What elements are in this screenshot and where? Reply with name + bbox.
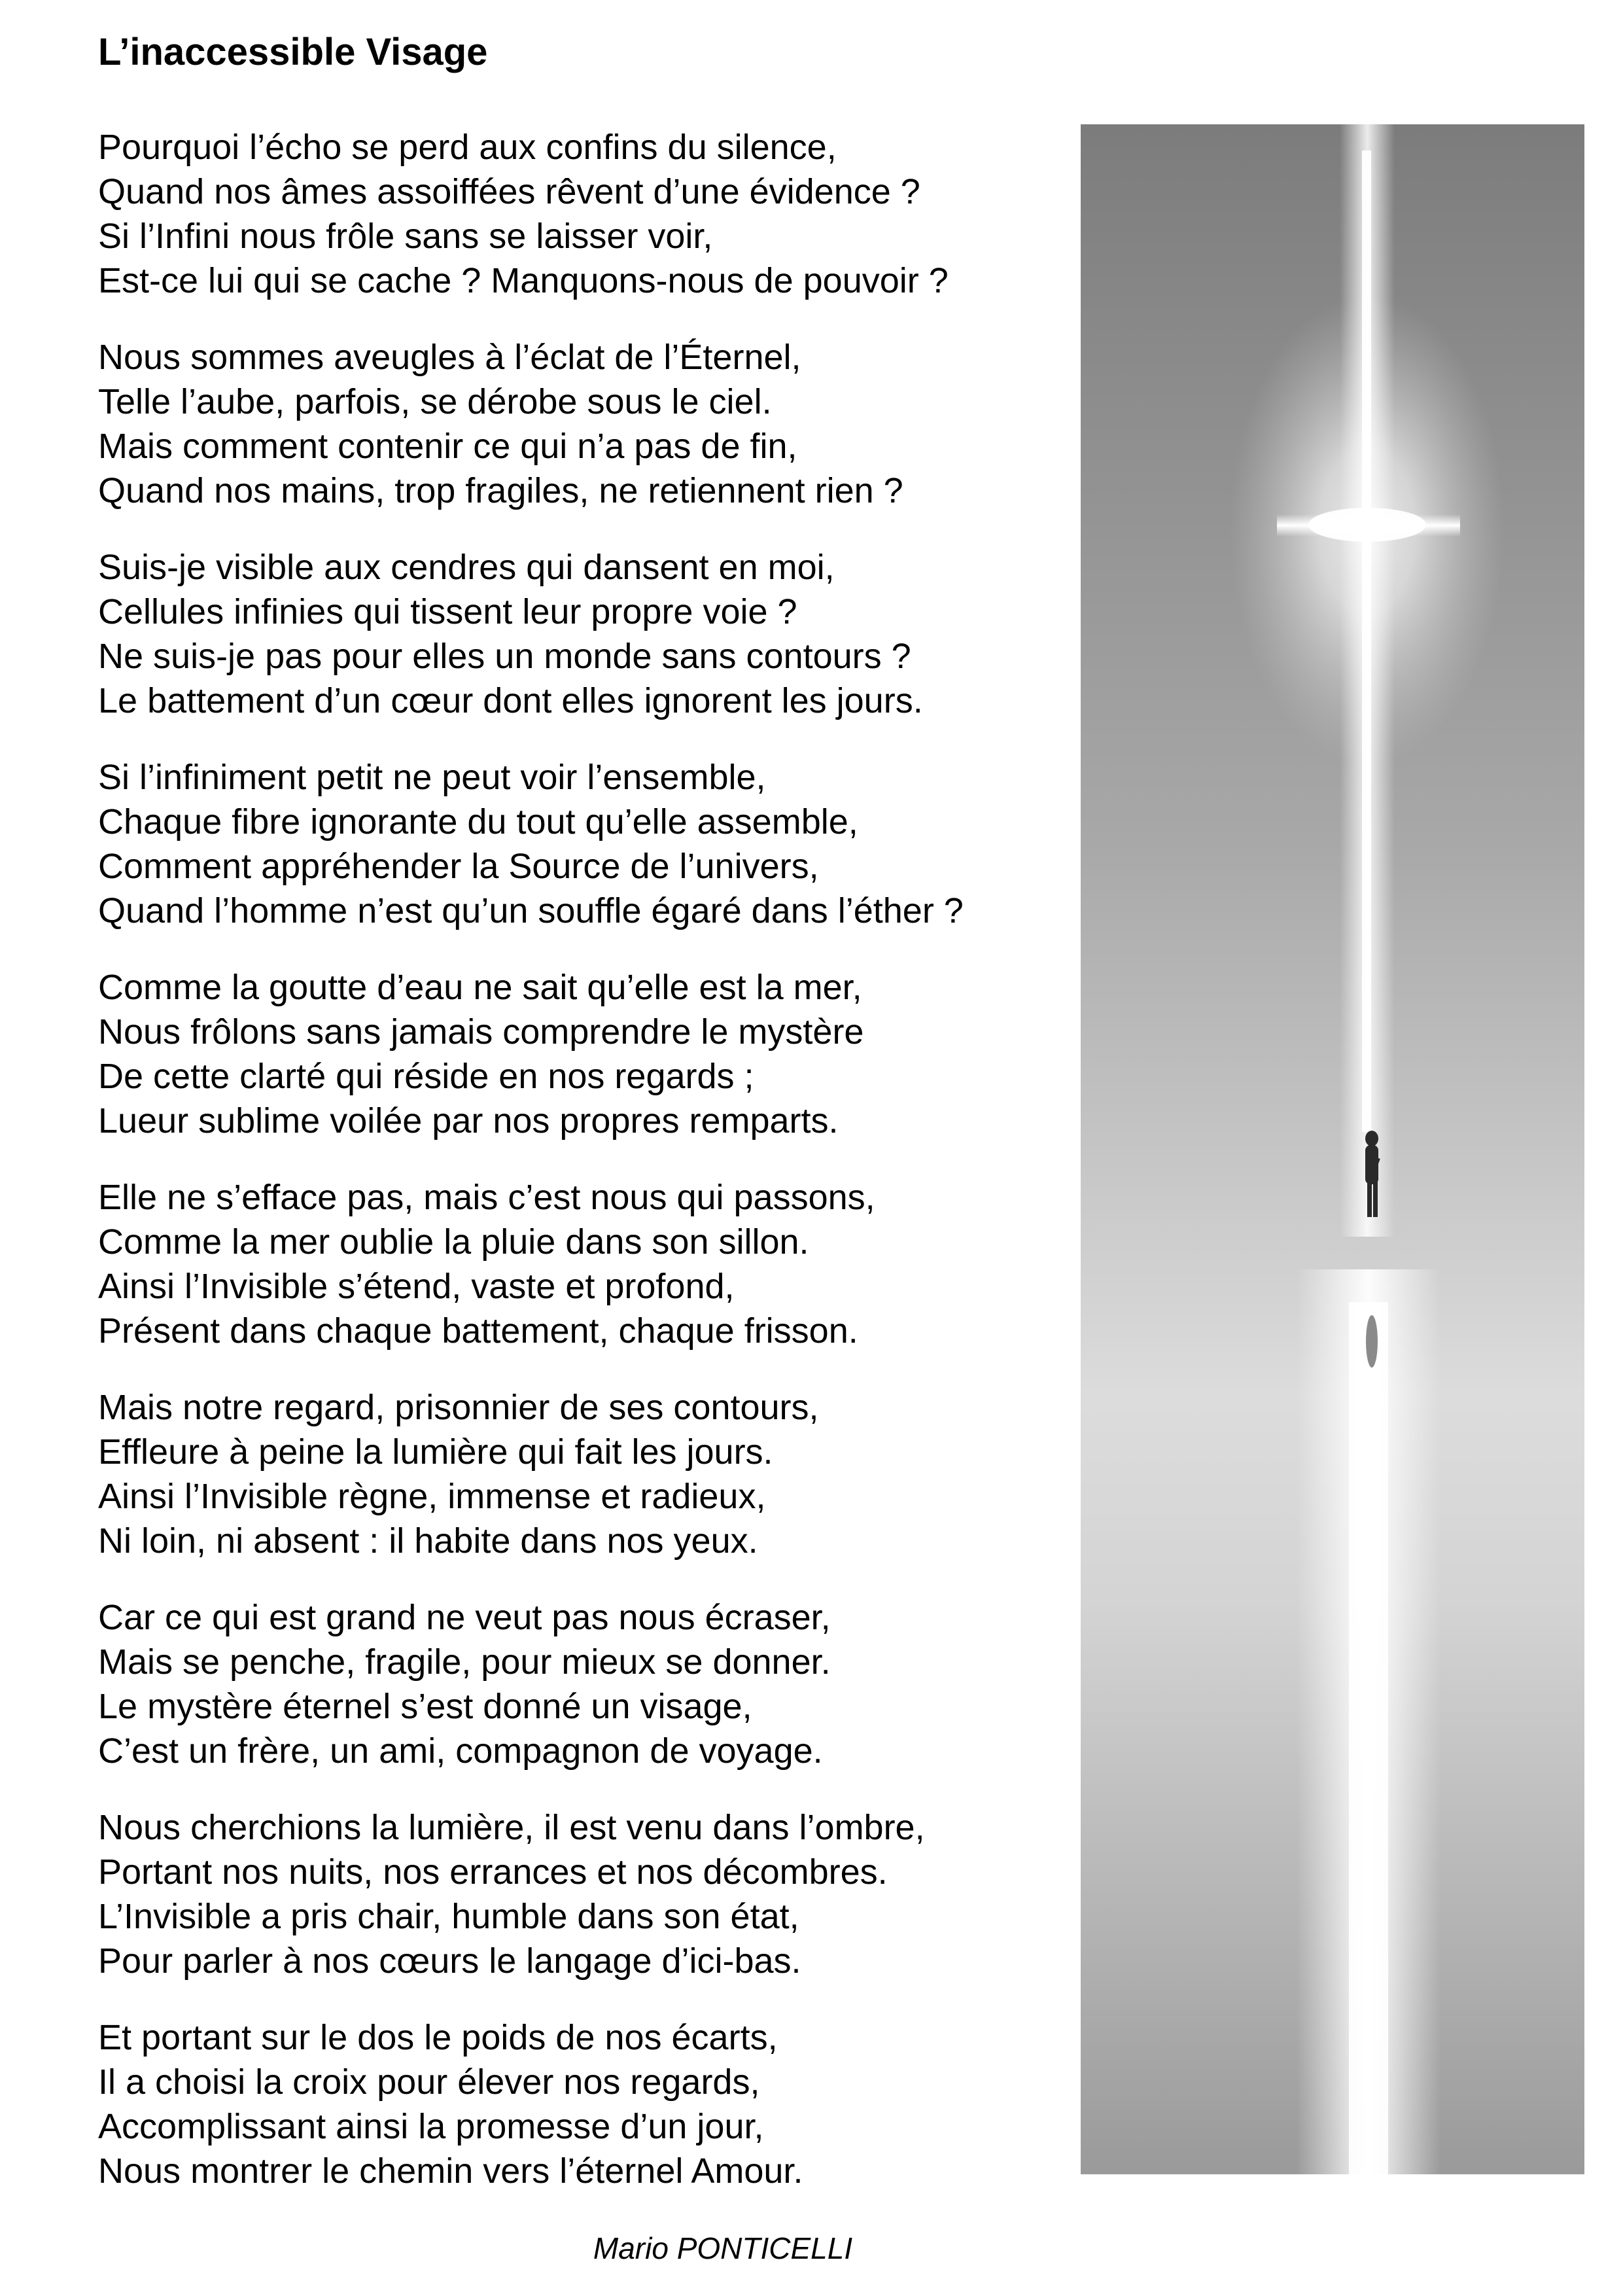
verse-line: Effleure à peine la lumière qui fait les jours.: [98, 1432, 773, 1472]
verse-line: Nous frôlons sans jamais comprendre le mystère: [98, 1012, 864, 1051]
verse-line: Le battement d’un cœur dont elles ignorent les jours.: [98, 681, 923, 720]
verse-line: Telle l’aube, parfois, se dérobe sous le ciel.: [98, 382, 772, 421]
verse-line: De cette clarté qui réside en nos regards ;: [98, 1057, 754, 1096]
cross-beam-core: [1362, 150, 1371, 1132]
verse-line: Quand nos âmes assoiffées rêvent d’une évidence ?: [98, 172, 920, 211]
verse-line: Pourquoi l’écho se perd aux confins du silence,: [98, 128, 837, 167]
poem-body: [98, 125, 1053, 2225]
verse-line: Suis-je visible aux cendres qui dansent en moi,: [98, 548, 835, 587]
verse-line: L’Invisible a pris chair, humble dans son état,: [98, 1897, 799, 1936]
verse-line: Mais comment contenir ce qui n’a pas de fin,: [98, 427, 797, 466]
stanza-6: [98, 1175, 1053, 1353]
verse-line: C’est un frère, un ami, compagnon de voyage.: [98, 1731, 823, 1771]
stanza-1: [98, 125, 1053, 303]
stanza-2: [98, 335, 1053, 513]
verse-line: Pour parler à nos cœurs le langage d’ici-bas.: [98, 1941, 801, 1981]
verse-line: Nous sommes aveugles à l’éclat de l’Éternel,: [98, 338, 801, 377]
verse-line: Ne suis-je pas pour elles un monde sans contours ?: [98, 637, 911, 676]
stanza-10: [98, 2015, 1053, 2193]
verse-line: Comme la goutte d’eau ne sait qu’elle est la mer,: [98, 968, 862, 1007]
verse-line: Nous cherchions la lumière, il est venu dans l’ombre,: [98, 1808, 925, 1847]
verse-line: Ni loin, ni absent : il habite dans nos yeux.: [98, 1521, 758, 1561]
stanza-7: [98, 1385, 1053, 1563]
cross-center-glow: [1308, 508, 1426, 542]
verse-line: Comment appréhender la Source de l’univers,: [98, 847, 819, 886]
stanza-8: [98, 1595, 1053, 1773]
stanza-3: [98, 545, 1053, 723]
verse-line: Si l’Infini nous frôle sans se laisser voir,: [98, 217, 713, 256]
verse-line: Nous montrer le chemin vers l’éternel Amour.: [98, 2151, 803, 2191]
stanza-4: [98, 755, 1053, 933]
verse-line: Ainsi l’Invisible règne, immense et radieux,: [98, 1477, 766, 1516]
light-path-core: [1349, 1302, 1388, 2174]
verse-line: Elle ne s’efface pas, mais c’est nous qui passons,: [98, 1178, 875, 1217]
verse-line: Et portant sur le dos le poids de nos écarts,: [98, 2018, 778, 2057]
verse-line: Est-ce lui qui se cache ? Manquons-nous de pouvoir ?: [98, 261, 949, 300]
page-title: L’inaccessible Visage: [98, 31, 488, 73]
verse-line: Ainsi l’Invisible s’étend, vaste et profond,: [98, 1267, 735, 1306]
verse-line: Mais se penche, fragile, pour mieux se donner.: [98, 1642, 831, 1682]
light-cross-over-sea-photo-icon: [1081, 124, 1584, 2174]
verse-line: Quand l’homme n’est qu’un souffle égaré dans l’éther ?: [98, 891, 964, 930]
verse-line: Quand nos mains, trop fragiles, ne retiennent rien ?: [98, 471, 903, 510]
verse-line: Car ce qui est grand ne veut pas nous écraser,: [98, 1598, 831, 1637]
verse-line: Cellules infinies qui tissent leur propre voie ?: [98, 592, 797, 631]
verse-line: Lueur sublime voilée par nos propres remparts.: [98, 1101, 839, 1140]
verse-line: Il a choisi la croix pour élever nos regards,: [98, 2062, 760, 2102]
verse-line: Mais notre regard, prisonnier de ses contours,: [98, 1388, 819, 1427]
verse-line: Comme la mer oublie la pluie dans son sillon.: [98, 1222, 809, 1262]
author-signature: Mario PONTICELLI: [593, 2231, 853, 2265]
stanza-9: [98, 1805, 1053, 1983]
verse-line: Si l’infiniment petit ne peut voir l’ensemble,: [98, 758, 766, 797]
stanza-5: [98, 965, 1053, 1143]
verse-line: Présent dans chaque battement, chaque frisson.: [98, 1311, 858, 1351]
verse-line: Chaque fibre ignorante du tout qu’elle assemble,: [98, 802, 858, 841]
verse-line: Accomplissant ainsi la promesse d’un jour,: [98, 2107, 764, 2146]
verse-line: Le mystère éternel s’est donné un visage,: [98, 1687, 752, 1726]
verse-line: Portant nos nuits, nos errances et nos décombres.: [98, 1852, 888, 1892]
